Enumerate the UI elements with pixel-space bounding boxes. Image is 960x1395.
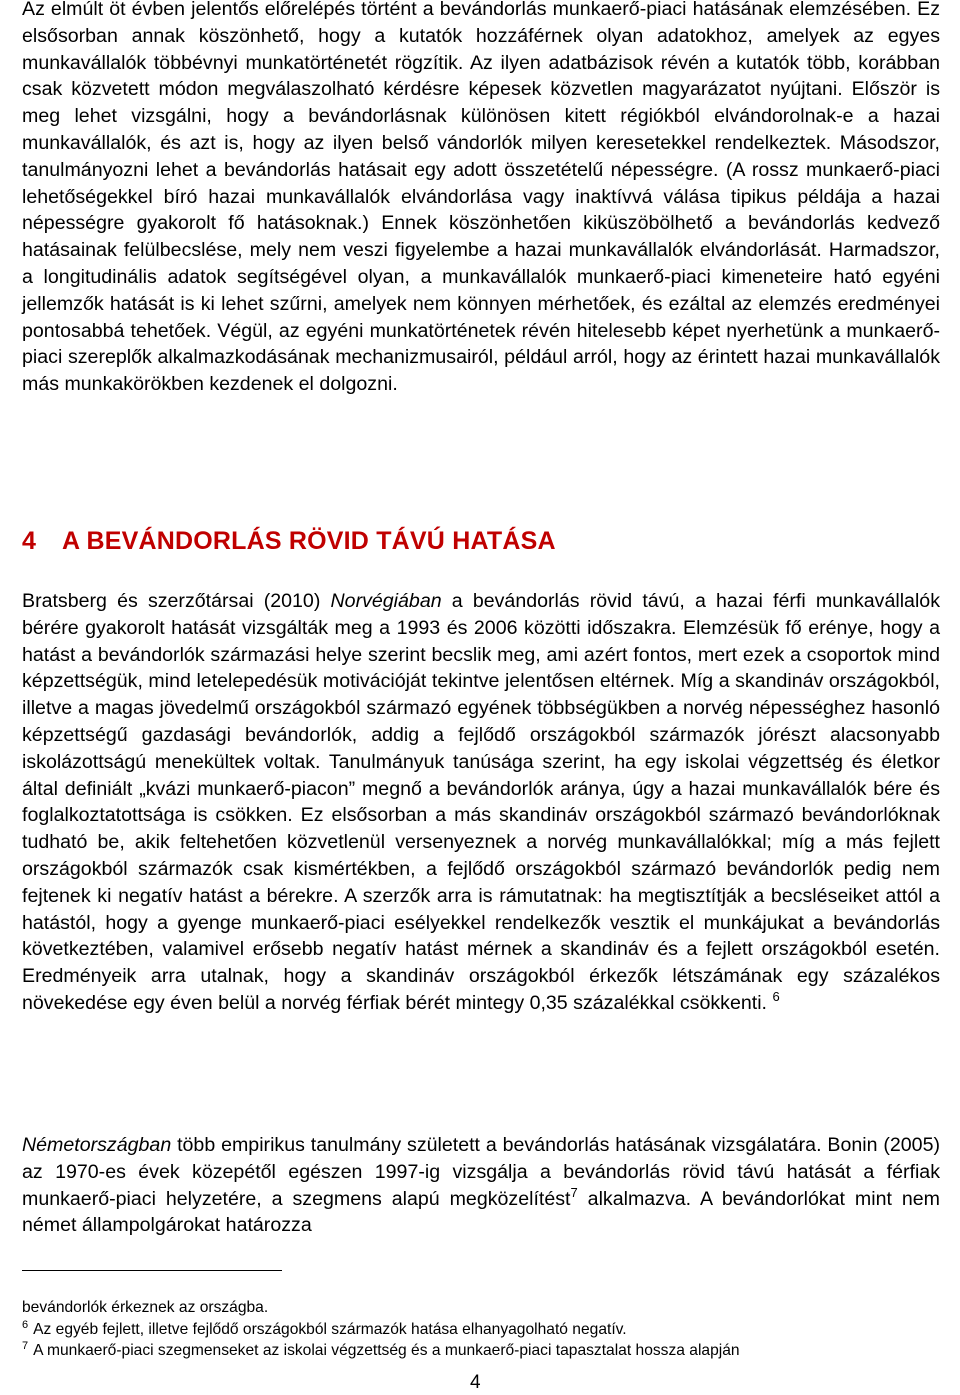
germany-paragraph bbox=[22, 1132, 940, 1239]
intro-paragraph: Az elmúlt öt évben jelentős előrelépés történt a bevándorlás munkaerő-piaci hatásának elemzésében. Ez elsősorban annak köszönhető, hogy a kutatók hozzáférnek olyan adatokhoz, amelyek az egyes munkavállalók többévnyi munkatörténetét rögzítik. Az ilyen adatbázisok révén a kutatók több, korábban csak közvetett módon megválaszolható kérdésre képesek közvetlen magyarázatot nyújtani. Először is meg lehet vizsgálni, hogy a bevándorlásnak különösen kitett régiókból elvándorolnak-e a hazai munkavállalók, és azt is, hogy az ilyen belső vándorlók milyen keresetekkel rendelkeztek. Másodszor, tanulmányozni lehet a bevándorlás hatásait egy adott összetételű népességre. (A rossz munkaerő-piaci lehetőségekkel bíró hazai munkavállalók elvándorlása vagy inaktívvá válása tipikus példája a hazai népességre gyakorolt fő hatásoknak.) Ennek köszönhetően kiküszöbölhető a bevándorlás kedvező hatásainak felülbecslése, mely nem veszi figyelembe a hazai munkavállalók elvándorlását. Harmadszor, a longitudinális adatok segítségével olyan, a munkavállalók munkaerő-piaci kimeneteire ható egyéni jellemzők hatását is ki lehet szűrni, amelyek nem könnyen mérhetőek, és ezáltal az elemzés eredményei pontosabbá tehetőek. Végül, az egyéni munkatörténetek révén hitelesebb képet nyerhetünk a munkaerő-piaci szereplők alkalmazkodásának mechanizmusairól, például arról, hogy az érintett hazai munkavállalók más munkakörökben kezdenek el dolgozni. bbox=[22, 0, 940, 396]
footnote-6 bbox=[22, 1319, 940, 1341]
footnote-7 bbox=[22, 1340, 940, 1362]
section-heading bbox=[22, 527, 556, 556]
footnotes bbox=[22, 1297, 940, 1362]
germany-paragraph-body-b: alkalmazva. A bevándorlókat mint nem német állampolgárokat határozza bbox=[22, 1187, 940, 1237]
footnote-7-text: A munkaerő-piaci szegmenseket az iskolai végzettség és a munkaerő-piaci tapasztalat hossza alapján bbox=[33, 1342, 740, 1359]
germany-country-italic: Németországban bbox=[22, 1134, 172, 1156]
germany-paragraph-body-a: több empirikus tanulmány született a bevándorlás hatásának vizsgálatára. Bonin (2005) az 1970-es évek közepétől egészen 1997-ig vizsgálja a bevándorlás rövid távú hatását a férfiak munkaerő-piaci helyzetére, a szegmens alapú megközelítést bbox=[22, 1134, 940, 1210]
footnote-7-number: 7 bbox=[22, 1340, 29, 1352]
norway-paragraph bbox=[22, 588, 940, 1017]
norway-paragraph-lead: Bratsberg és szerzőtársai (2010) bbox=[22, 590, 331, 612]
footnote-ref-6[interactable]: 6 bbox=[772, 988, 780, 1004]
footnote-6-number: 6 bbox=[22, 1318, 29, 1331]
section-number: 4 bbox=[22, 527, 37, 555]
norway-paragraph-body: a bevándorlás rövid távú, a hazai férfi munkavállalók bérére gyakorolt hatását vizsgálták meg a 1993 és 2006 közötti időszakra. Elemzésük fő erénye, hogy a hatást a bevándorlók származási helye szerint becslik meg, ami azért fontos, mert ezek a csoportok mind képzettségük, mind letelepedésük motivációját tekintve jelentősen eltérnek. Míg a skandináv országokból, illetve a magas jövedelmű országokból származó egyének többségükben a norvég népességhez hasonló képzettségű gazdasági bevándorlók, addig a fejlődő országokból származók jórészt alacsonyabb iskolázottságú menekültek voltak. Tanulmányuk tanúsága szerint, ha egy iskolai végzettség és életkor által definiált „kvázi munkaerő-piacon” megnő a bevándorlók aránya, úgy a hazai munkavállalók bére és foglalkoztatottsága is csökken. Ez elsősorban a más skandináv országokból származó bevándorlóknak tudható be, akik feltehetően közvetlenül versenyeznek a norvég munkavállalókkal; míg a más fejlett országokból származók csak kismértékben, a fejlődő országokból származó bevándorlók pedig nem fejtenek ki negatív hatást a bérekre. A szerzők arra is rámutatnak: ha megtisztítják a becsléseiket attól a hatástól, hogy a gyenge munkaerő-piaci esélyekkel rendelkezők vesztik el munkájukat a bevándorlás következtében, valamivel erősebb negatív hatást mérnek a skandináv és a fejlett országokból esetén. Eredményeik arra utalnak, hogy a skandináv országokból érkezők létszámának egy százalékos növekedése egy éven belül a norvég férfiak bérét mintegy 0,35 százalékkal csökkenti. bbox=[22, 590, 940, 1014]
section-title: A BEVÁNDORLÁS RÖVID TÁVÚ HATÁSA bbox=[62, 527, 556, 555]
footnote-6-text: Az egyéb fejlett, illetve fejlődő országokból származók hatása elhanyagolható negatív. bbox=[33, 1320, 627, 1338]
footnote-ref-7[interactable]: 7 bbox=[570, 1184, 578, 1200]
norway-country-italic: Norvégiában bbox=[330, 590, 442, 612]
footnote-continuation: bevándorlók érkeznek az országba. bbox=[22, 1299, 269, 1316]
page-number: 4 bbox=[470, 1372, 481, 1393]
footnote-separator bbox=[22, 1270, 282, 1271]
